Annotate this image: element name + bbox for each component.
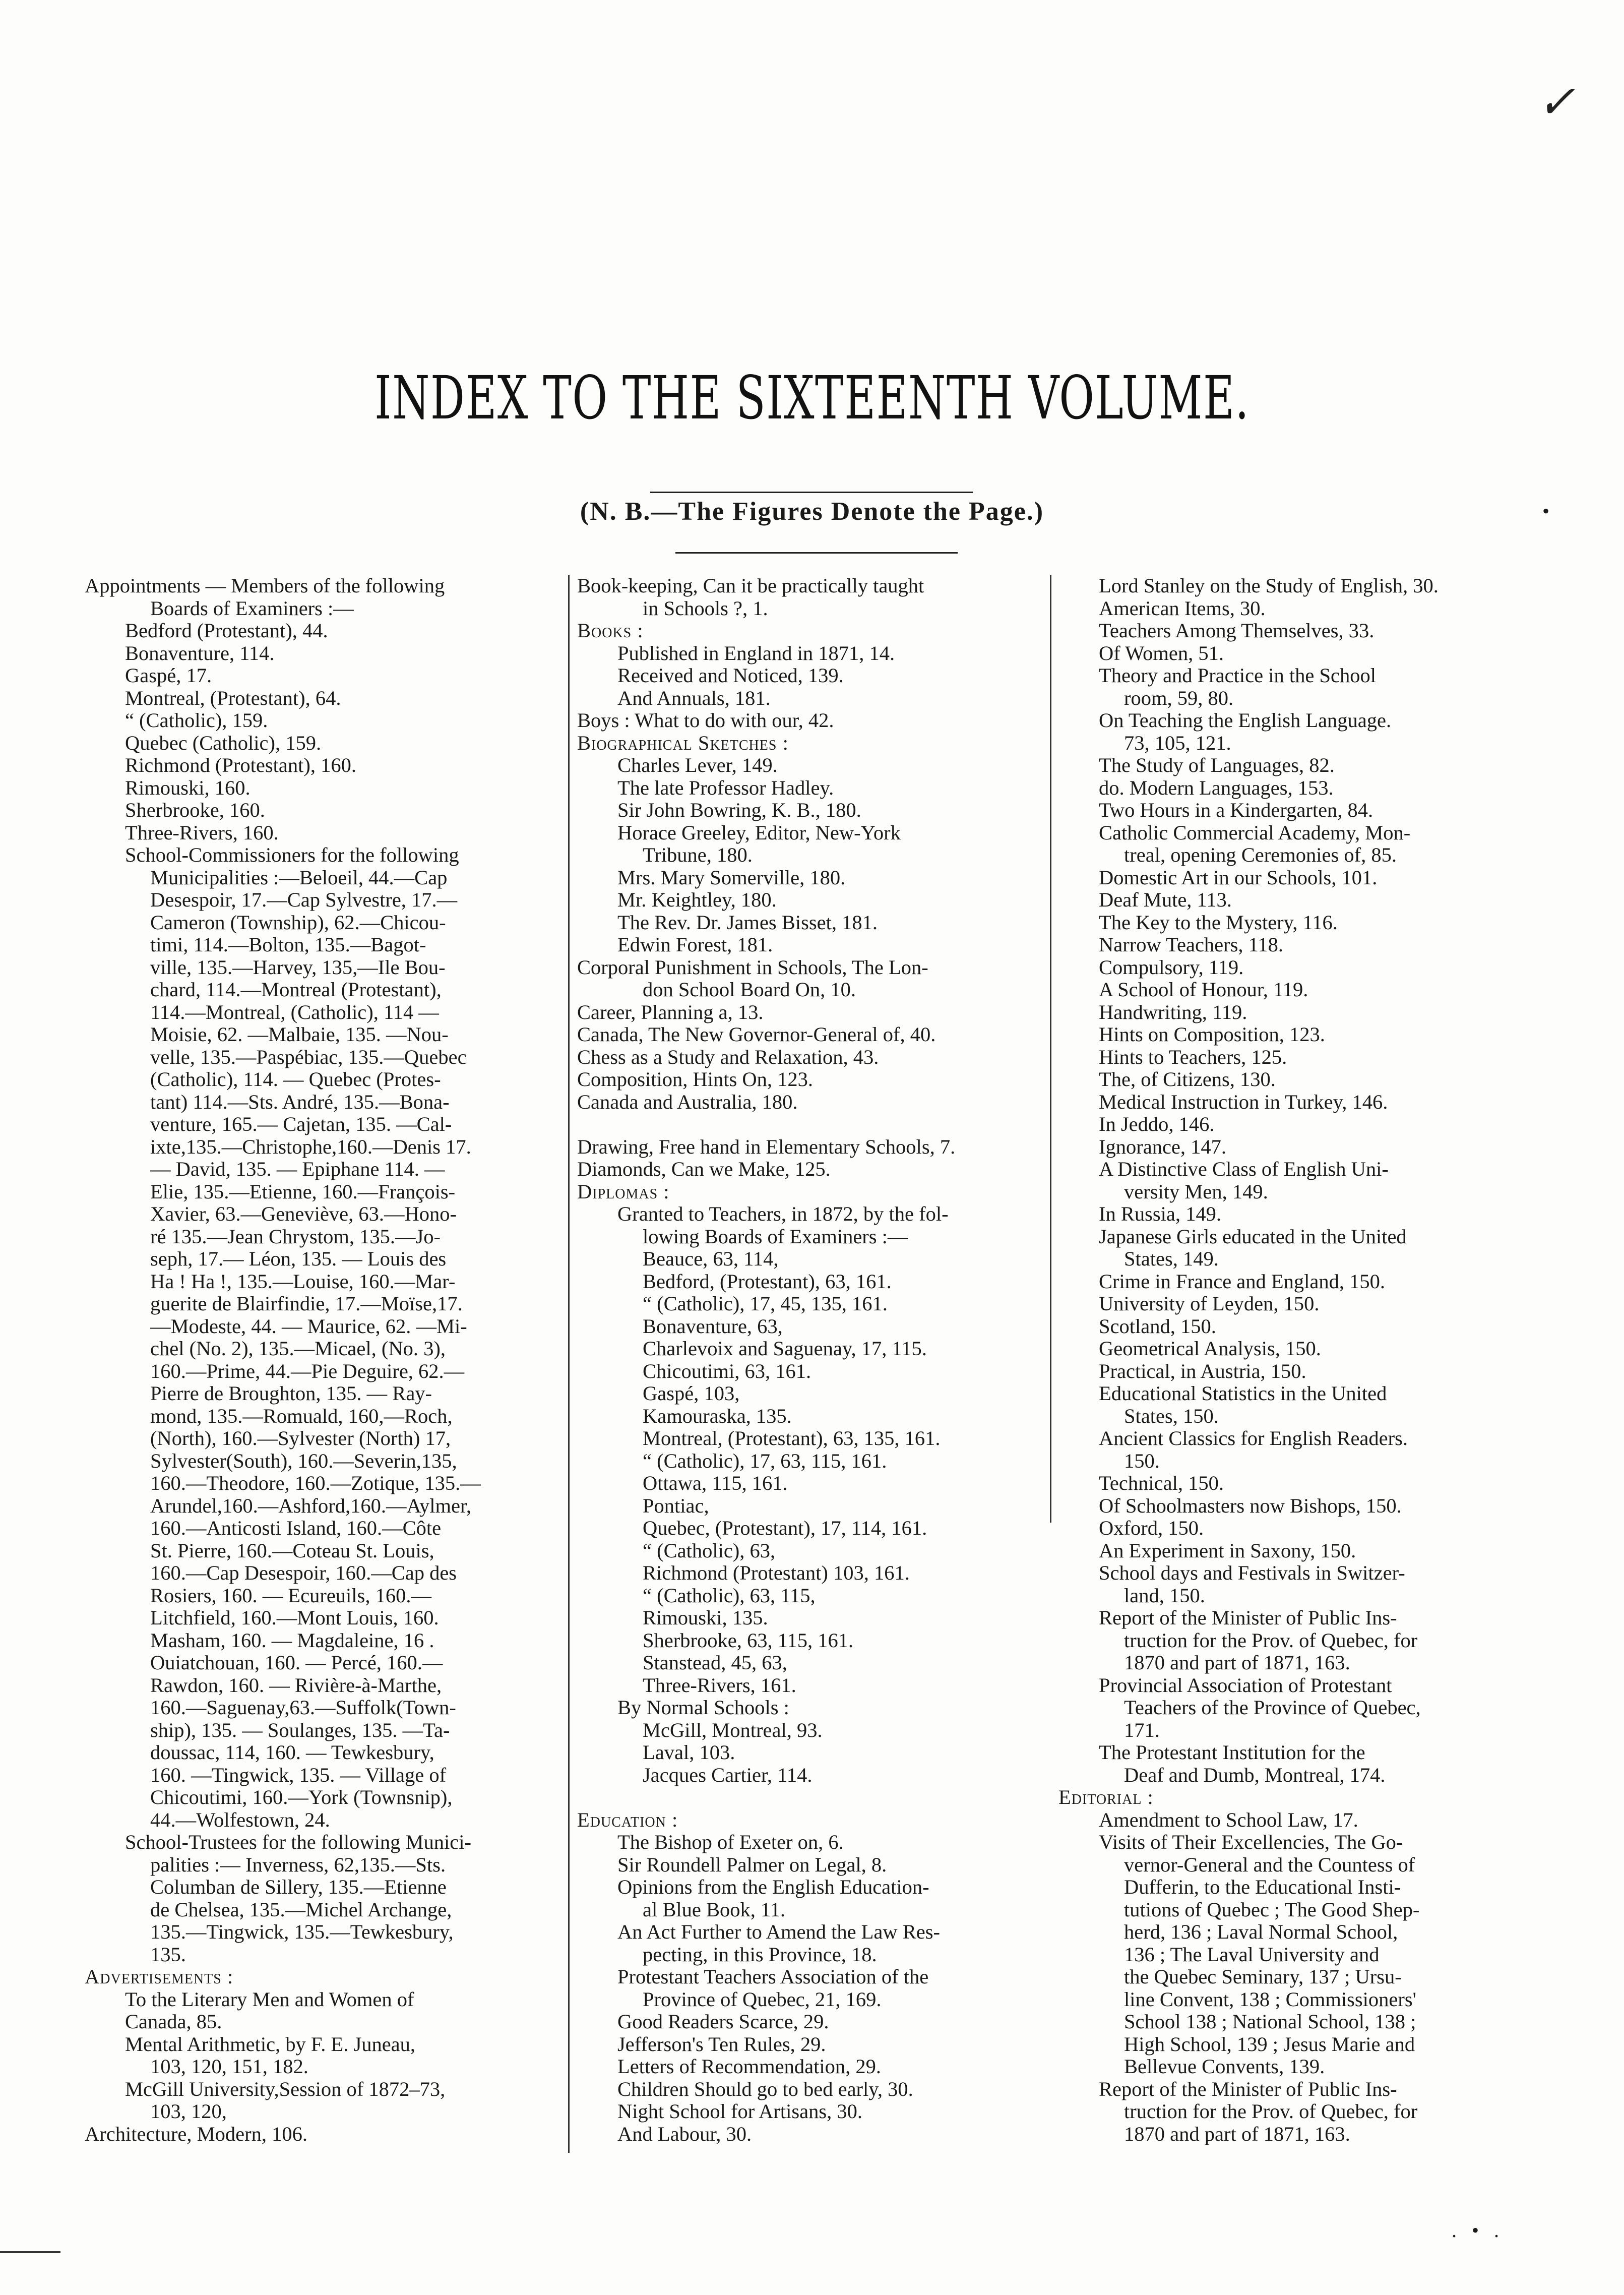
index-entry: Dufferin, to the Educational Insti- xyxy=(1124,1876,1401,1898)
index-heading: Canada and Australia, 180. xyxy=(577,1091,798,1113)
index-entry: Report of the Minister of Public Ins- xyxy=(1099,1607,1397,1629)
index-entry: Sir Roundell Palmer on Legal, 8. xyxy=(617,1853,887,1876)
index-entry: Ha ! Ha !, 135.—Louise, 160.—Mar- xyxy=(150,1270,456,1293)
index-entry: 160. —Tingwick, 135. — Village of xyxy=(150,1764,447,1786)
index-entry: vernor-General and the Countess of xyxy=(1124,1853,1415,1876)
index-entry: 135.—Tingwick, 135.—Tewkesbury, xyxy=(150,1921,454,1943)
index-entry: 135. xyxy=(150,1943,186,1966)
index-heading: Biographical Sketches : xyxy=(577,732,789,754)
index-entry: Elie, 135.—Etienne, 160.—François- xyxy=(150,1180,456,1203)
index-entry: Charles Lever, 149. xyxy=(617,754,778,776)
index-entry: Gaspé, 103, xyxy=(643,1382,740,1405)
index-entry: 114.—Montreal, (Catholic), 114 — xyxy=(150,1001,439,1023)
index-entry: Gaspé, 17. xyxy=(125,665,212,687)
index-entry: Montreal, (Protestant), 63, 135, 161. xyxy=(643,1427,941,1450)
index-heading: Editorial : xyxy=(1058,1786,1154,1808)
index-entry: Pontiac, xyxy=(643,1494,709,1517)
index-entry: Ancient Classics for English Readers. xyxy=(1099,1427,1408,1450)
index-entry: herd, 136 ; Laval Normal School, xyxy=(1124,1921,1398,1943)
index-entry: Stanstead, 45, 63, xyxy=(643,1652,787,1674)
index-heading: Diamonds, Can we Make, 125. xyxy=(577,1158,831,1180)
index-entry: Protestant Teachers Association of the xyxy=(617,1966,929,1988)
index-entry: McGill, Montreal, 93. xyxy=(643,1719,823,1741)
index-entry: ré 135.—Jean Chrystom, 135.—Jo- xyxy=(150,1225,441,1248)
index-entry: Boards of Examiners :— xyxy=(150,597,354,620)
index-entry: 136 ; The Laval University and xyxy=(1124,1943,1380,1966)
index-entry: Received and Noticed, 139. xyxy=(617,665,844,687)
index-entry: The Study of Languages, 82. xyxy=(1099,754,1335,776)
index-entry: 160.—Theodore, 160.—Zotique, 135.— xyxy=(150,1472,481,1494)
index-column-3 xyxy=(1058,575,1542,2145)
index-entry: Three-Rivers, 161. xyxy=(643,1674,796,1697)
index-entry: 44.—Wolfestown, 24. xyxy=(150,1808,330,1831)
index-entry: ship), 135. — Soulanges, 135. —Ta- xyxy=(150,1719,450,1741)
bottom-marks: . • . xyxy=(1452,2219,1505,2242)
index-entry: Bedford (Protestant), 44. xyxy=(125,620,328,642)
index-entry: seph, 17.— Léon, 135. — Louis des xyxy=(150,1248,447,1270)
index-entry: guerite de Blairfindie, 17.—Moïse,17. xyxy=(150,1293,463,1315)
index-entry: Amendment to School Law, 17. xyxy=(1099,1808,1358,1831)
index-entry: Mental Arithmetic, by F. E. Juneau, xyxy=(125,2033,416,2056)
index-entry: States, 149. xyxy=(1124,1248,1219,1270)
index-entry: truction for the Prov. of Quebec, for xyxy=(1124,1629,1418,1652)
index-entry: Lord Stanley on the Study of English, 30. xyxy=(1099,575,1439,597)
index-entry: Mr. Keightley, 180. xyxy=(617,889,777,911)
index-entry: de Chelsea, 135.—Michel Archange, xyxy=(150,1898,452,1921)
index-entry: Litchfield, 160.—Mont Louis, 160. xyxy=(150,1607,439,1629)
index-entry: Montreal, (Protestant), 64. xyxy=(125,687,341,709)
index-entry: Catholic Commercial Academy, Mon- xyxy=(1099,821,1411,844)
index-heading: Corporal Punishment in Schools, The Lon- xyxy=(577,956,928,979)
index-heading: Canada, The New Governor-General of, 40. xyxy=(577,1023,936,1046)
index-entry: Edwin Forest, 181. xyxy=(617,934,773,956)
index-entry: Tribune, 180. xyxy=(643,844,753,866)
index-entry: Of Schoolmasters now Bishops, 150. xyxy=(1099,1494,1402,1517)
index-entry: University of Leyden, 150. xyxy=(1099,1293,1320,1315)
index-entry: Night School for Artisans, 30. xyxy=(617,2100,862,2123)
index-entry: Sylvester(South), 160.—Severin,135, xyxy=(150,1450,457,1472)
title-rule-bottom xyxy=(675,552,958,554)
index-entry: 160.—Prime, 44.—Pie Deguire, 62.— xyxy=(150,1360,465,1382)
index-entry: Masham, 160. — Magdaleine, 16 . xyxy=(150,1629,434,1652)
index-entry: Mrs. Mary Somerville, 180. xyxy=(617,866,846,889)
index-entry: versity Men, 149. xyxy=(1124,1180,1268,1203)
index-entry: 150. xyxy=(1124,1450,1160,1472)
index-spacer xyxy=(577,1113,1053,1136)
index-entry: Canada, 85. xyxy=(125,2011,222,2033)
index-entry: Desespoir, 17.—Cap Sylvestre, 17.— xyxy=(150,889,458,911)
index-entry: Japanese Girls educated in the United xyxy=(1099,1225,1407,1248)
index-entry: Charlevoix and Saguenay, 17, 115. xyxy=(643,1338,927,1360)
index-entry: Opinions from the English Education- xyxy=(617,1876,929,1898)
index-entry: tant) 114.—Sts. André, 135.—Bona- xyxy=(150,1091,450,1113)
index-entry: Bellevue Convents, 139. xyxy=(1124,2056,1325,2078)
index-entry: American Items, 30. xyxy=(1099,597,1266,620)
index-entry: Two Hours in a Kindergarten, 84. xyxy=(1099,799,1373,821)
index-entry: Domestic Art in our Schools, 101. xyxy=(1099,866,1378,889)
index-entry: 103, 120, 151, 182. xyxy=(150,2056,308,2078)
index-entry: Hints to Teachers, 125. xyxy=(1099,1046,1287,1068)
index-entry: Report of the Minister of Public Ins- xyxy=(1099,2078,1397,2100)
index-heading: Boys : What to do with our, 42. xyxy=(577,709,834,732)
index-entry: Bonaventure, 114. xyxy=(125,642,275,665)
index-entry: treal, opening Ceremonies of, 85. xyxy=(1124,844,1397,866)
index-entry: Bonaventure, 63, xyxy=(643,1315,783,1338)
index-entry: —Modeste, 44. — Maurice, 62. —Mi- xyxy=(150,1315,467,1338)
index-spacer xyxy=(577,1786,1053,1809)
handwritten-check-mark: ✓ xyxy=(1537,78,1576,128)
index-entry: Deaf Mute, 113. xyxy=(1099,889,1232,911)
index-entry: On Teaching the English Language. xyxy=(1099,709,1392,732)
index-heading: Drawing, Free hand in Elementary Schools, 7. xyxy=(577,1135,956,1158)
index-heading: Books : xyxy=(577,620,644,642)
index-entry: Municipalities :—Beloeil, 44.—Cap xyxy=(150,866,448,889)
index-heading: Diplomas : xyxy=(577,1180,670,1203)
index-entry: Good Readers Scarce, 29. xyxy=(617,2011,829,2033)
index-entry: Rawdon, 160. — Rivière-à-Marthe, xyxy=(150,1674,442,1697)
index-heading: Composition, Hints On, 123. xyxy=(577,1068,814,1091)
index-heading: Career, Planning a, 13. xyxy=(577,1001,764,1023)
index-entry: palities :— Inverness, 62,135.—Sts. xyxy=(150,1853,446,1876)
index-entry: land, 150. xyxy=(1124,1584,1205,1607)
index-heading: Advertisements : xyxy=(85,1966,234,1988)
index-entry: truction for the Prov. of Quebec, for xyxy=(1124,2100,1418,2123)
index-entry: To the Literary Men and Women of xyxy=(125,1988,414,2011)
index-entry: The Key to the Mystery, 116. xyxy=(1099,911,1338,934)
index-entry: pecting, in this Province, 18. xyxy=(643,1943,877,1966)
index-entry: Horace Greeley, Editor, New-York xyxy=(617,821,901,844)
index-entry: School-Commissioners for the following xyxy=(125,844,459,866)
index-entry: Three-Rivers, 160. xyxy=(125,821,279,844)
index-entry: “ (Catholic), 63, 115, xyxy=(643,1584,816,1607)
index-entry: al Blue Book, 11. xyxy=(643,1898,786,1921)
index-entry: chel (No. 2), 135.—Micael, (No. 3), xyxy=(150,1338,446,1360)
index-entry: Narrow Teachers, 118. xyxy=(1099,934,1284,956)
index-entry: Pierre de Broughton, 135. — Ray- xyxy=(150,1382,432,1405)
index-entry: Published in England in 1871, 14. xyxy=(617,642,895,665)
index-heading: Appointments — Members of the following xyxy=(85,575,445,597)
index-entry: Chicoutimi, 63, 161. xyxy=(643,1360,811,1382)
index-entry: Teachers Among Themselves, 33. xyxy=(1099,620,1375,642)
index-entry: 1870 and part of 1871, 163. xyxy=(1124,1652,1350,1674)
index-entry: Oxford, 150. xyxy=(1099,1517,1204,1539)
index-entry: School-Trustees for the following Munici- xyxy=(125,1831,471,1853)
page-subtitle: (N. B.—The Figures Denote the Page.) xyxy=(580,497,1044,526)
index-entry: By Normal Schools : xyxy=(617,1697,789,1719)
index-entry: Rosiers, 160. — Ecureuils, 160.— xyxy=(150,1584,431,1607)
index-entry: (North), 160.—Sylvester (North) 17, xyxy=(150,1427,451,1450)
index-entry: Of Women, 51. xyxy=(1099,642,1224,665)
index-entry: do. Modern Languages, 153. xyxy=(1099,776,1334,799)
index-entry: don School Board On, 10. xyxy=(643,979,856,1001)
index-entry: A Distinctive Class of English Uni- xyxy=(1099,1158,1389,1180)
index-entry: venture, 165.— Cajetan, 135. —Cal- xyxy=(150,1113,452,1135)
index-entry: Ottawa, 115, 161. xyxy=(643,1472,788,1494)
index-heading: Book-keeping, Can it be practically taught xyxy=(577,575,924,597)
index-entry: 103, 120, xyxy=(150,2100,227,2123)
index-column-1 xyxy=(85,575,561,2145)
index-heading: Education : xyxy=(577,1808,678,1831)
index-entry: “ (Catholic), 17, 63, 115, 161. xyxy=(643,1450,887,1472)
index-entry: 1870 and part of 1871, 163. xyxy=(1124,2123,1350,2145)
index-entry: Quebec, (Protestant), 17, 114, 161. xyxy=(643,1517,927,1539)
margin-dot: • xyxy=(1542,500,1550,522)
index-entry: Jefferson's Ten Rules, 29. xyxy=(617,2033,826,2056)
index-entry: Medical Instruction in Turkey, 146. xyxy=(1099,1091,1388,1113)
index-entry: 171. xyxy=(1124,1719,1160,1741)
index-entry: Teachers of the Province of Quebec, xyxy=(1124,1697,1421,1719)
index-entry: States, 150. xyxy=(1124,1405,1219,1427)
index-heading: Architecture, Modern, 106. xyxy=(85,2123,307,2145)
index-entry: chard, 114.—Montreal (Protestant), xyxy=(150,979,442,1001)
index-entry: Provincial Association of Protestant xyxy=(1099,1674,1392,1697)
index-entry: Chicoutimi, 160.—York (Townsnip), xyxy=(150,1786,453,1808)
index-entry: And Labour, 30. xyxy=(617,2123,752,2145)
index-entry: Educational Statistics in the United xyxy=(1099,1382,1387,1405)
index-entry: (Catholic), 114. — Quebec (Protes- xyxy=(150,1068,441,1091)
index-entry: Sherbrooke, 160. xyxy=(125,799,265,821)
index-entry: Deaf and Dumb, Montreal, 174. xyxy=(1124,1764,1386,1786)
index-entry: Children Should go to bed early, 30. xyxy=(617,2078,913,2100)
index-column-2 xyxy=(577,575,1053,2145)
index-entry: Rimouski, 160. xyxy=(125,776,251,799)
index-entry: Arundel,160.—Ashford,160.—Aylmer, xyxy=(150,1494,471,1517)
index-entry: Handwriting, 119. xyxy=(1099,1001,1247,1023)
index-entry: High School, 139 ; Jesus Marie and xyxy=(1124,2033,1415,2056)
index-entry: Technical, 150. xyxy=(1099,1472,1224,1494)
index-entry: Cameron (Township), 62.—Chicou- xyxy=(150,911,446,934)
index-entry: timi, 114.—Bolton, 135.—Bagot- xyxy=(150,934,426,956)
index-entry: mond, 135.—Romuald, 160,—Roch, xyxy=(150,1405,453,1427)
index-entry: Province of Quebec, 21, 169. xyxy=(643,1988,882,2011)
index-entry: Ignorance, 147. xyxy=(1099,1135,1227,1158)
index-entry: And Annuals, 181. xyxy=(617,687,771,709)
index-entry: Richmond (Protestant) 103, 161. xyxy=(643,1562,910,1584)
index-entry: School 138 ; National School, 138 ; xyxy=(1124,2011,1416,2033)
index-entry: Ouiatchouan, 160. — Percé, 160.— xyxy=(150,1652,443,1674)
index-entry: The Protestant Institution for the xyxy=(1099,1741,1365,1764)
index-entry: room, 59, 80. xyxy=(1124,687,1234,709)
index-entry: A School of Honour, 119. xyxy=(1099,979,1308,1001)
index-entry: lowing Boards of Examiners :— xyxy=(643,1225,908,1248)
index-entry: Visits of Their Excellencies, The Go- xyxy=(1099,1831,1403,1853)
index-entry: Beauce, 63, 114, xyxy=(643,1248,779,1270)
page-title: INDEX TO THE SIXTEENTH VOLUME. xyxy=(374,363,1250,433)
index-heading: Chess as a Study and Relaxation, 43. xyxy=(577,1046,879,1068)
index-entry: Hints on Composition, 123. xyxy=(1099,1023,1325,1046)
title-rule-top xyxy=(650,492,973,493)
index-entry: “ (Catholic), 159. xyxy=(125,709,268,732)
index-entry: The, of Citizens, 130. xyxy=(1099,1068,1276,1091)
index-entry: Bedford, (Protestant), 63, 161. xyxy=(643,1270,892,1293)
index-entry: Xavier, 63.—Geneviève, 63.—Hono- xyxy=(150,1203,457,1225)
index-entry: Sherbrooke, 63, 115, 161. xyxy=(643,1629,854,1652)
index-entry: “ (Catholic), 63, xyxy=(643,1539,776,1562)
index-entry: Kamouraska, 135. xyxy=(643,1405,792,1427)
index-entry: “ (Catholic), 17, 45, 135, 161. xyxy=(643,1293,888,1315)
index-entry: Moisie, 62. —Malbaie, 135. —Nou- xyxy=(150,1023,449,1046)
index-entry: An Experiment in Saxony, 150. xyxy=(1099,1539,1356,1562)
index-entry: tutions of Quebec ; The Good Shep- xyxy=(1124,1898,1420,1921)
index-entry: St. Pierre, 160.—Coteau St. Louis, xyxy=(150,1539,434,1562)
index-entry: — David, 135. — Epiphane 114. — xyxy=(150,1158,445,1180)
index-entry: An Act Further to Amend the Law Res- xyxy=(617,1921,941,1943)
index-entry: 160.—Anticosti Island, 160.—Côte xyxy=(150,1517,442,1539)
index-entry: The Bishop of Exeter on, 6. xyxy=(617,1831,844,1853)
index-entry: 160.—Saguenay,63.—Suffolk(Town- xyxy=(150,1697,456,1719)
index-entry: Theory and Practice in the School xyxy=(1099,665,1376,687)
index-entry: Practical, in Austria, 150. xyxy=(1099,1360,1306,1382)
index-entry: In Russia, 149. xyxy=(1099,1203,1221,1225)
index-entry: School days and Festivals in Switzer- xyxy=(1099,1562,1405,1584)
index-entry: the Quebec Seminary, 137 ; Ursu- xyxy=(1124,1966,1402,1988)
column-divider-2 xyxy=(1050,575,1051,1523)
page-edge-mark xyxy=(0,2251,60,2253)
index-entry: Quebec (Catholic), 159. xyxy=(125,732,322,754)
index-entry: 160.—Cap Desespoir, 160.—Cap des xyxy=(150,1562,457,1584)
index-entry: Scotland, 150. xyxy=(1099,1315,1216,1338)
index-entry: Columban de Sillery, 135.—Etienne xyxy=(150,1876,447,1898)
index-entry: Granted to Teachers, in 1872, by the fol- xyxy=(617,1203,949,1225)
index-entry: doussac, 114, 160. — Tewkesbury, xyxy=(150,1741,434,1764)
index-entry: in Schools ?, 1. xyxy=(643,597,768,620)
index-entry: ville, 135.—Harvey, 135,—Ile Bou- xyxy=(150,956,446,979)
index-entry: Compulsory, 119. xyxy=(1099,956,1244,979)
index-entry: Sir John Bowring, K. B., 180. xyxy=(617,799,861,821)
index-entry: Jacques Cartier, 114. xyxy=(643,1764,813,1786)
index-entry: Rimouski, 135. xyxy=(643,1607,768,1629)
index-entry: Crime in France and England, 150. xyxy=(1099,1270,1385,1293)
index-entry: Richmond (Protestant), 160. xyxy=(125,754,356,776)
index-entry: In Jeddo, 146. xyxy=(1099,1113,1215,1135)
index-entry: The late Professor Hadley. xyxy=(617,776,834,799)
index-entry: Letters of Recommendation, 29. xyxy=(617,2056,881,2078)
index-entry: Laval, 103. xyxy=(643,1741,735,1764)
index-entry: 73, 105, 121. xyxy=(1124,732,1231,754)
index-entry: ixte,135.—Christophe,160.—Denis 17. xyxy=(150,1135,471,1158)
index-entry: Geometrical Analysis, 150. xyxy=(1099,1338,1321,1360)
index-entry: The Rev. Dr. James Bisset, 181. xyxy=(617,911,878,934)
index-entry: McGill University,Session of 1872–73, xyxy=(125,2078,446,2100)
column-divider-1 xyxy=(568,575,570,2153)
index-entry: velle, 135.—Paspébiac, 135.—Quebec xyxy=(150,1046,467,1068)
index-entry: line Convent, 138 ; Commissioners' xyxy=(1124,1988,1416,2011)
